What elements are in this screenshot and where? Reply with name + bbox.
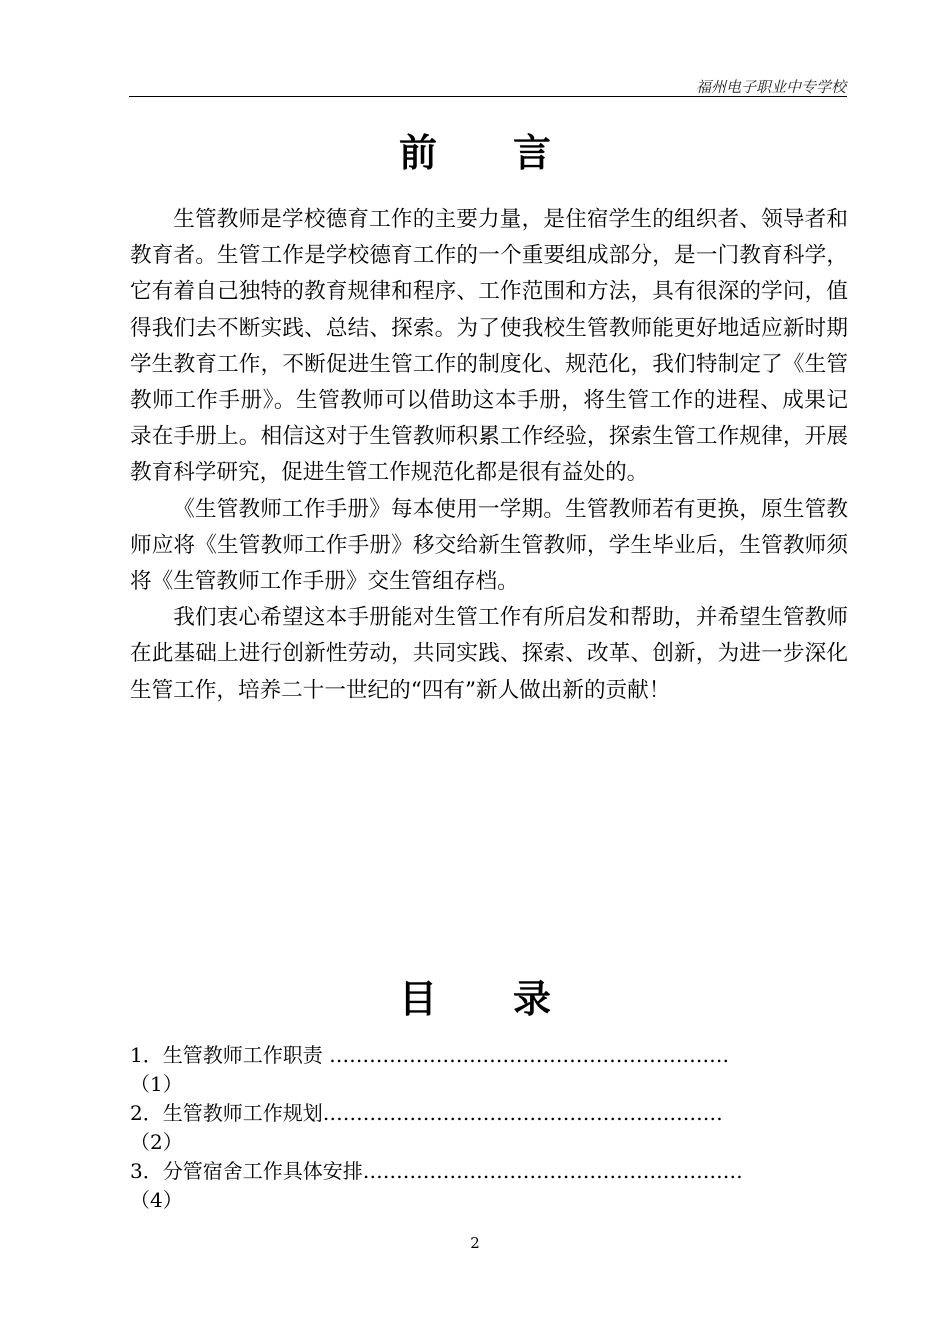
toc-entry[interactable] [130, 1041, 848, 1099]
table-of-contents [130, 1041, 848, 1215]
preface-paragraph-1: 生管教师是学校德育工作的主要力量，是住宿学生的组织者、领导者和教育者。生管工作是学校德育工作的一个重要组成部分，是一门教育科学，它有着自己独特的教育规律和程序、工作范围和方法，具有很深的学问，值得我们去不断实践、总结、探索。为了使我校生管教师能更好地适应新时期学生教育工作，不断促进生管工作的制度化、规范化，我们特制定了《生管教师工作手册》。生管教师可以借助这本手册，将生管工作的进程、成果记录在手册上。相信这对于生管教师积累工作经验，探索生管工作规律，开展教育科学研究，促进生管工作规范化都是很有益处的。 [130, 207, 848, 486]
toc-entry-page: （4） [130, 1188, 183, 1212]
preface-paragraph-3: 我们衷心希望这本手册能对生管工作有所启发和帮助，并希望生管教师在此基础上进行创新性劳动，共同实践、探索、改革、创新，为进一步深化生管工作，培养二十一世纪的“四有”新人做出新的贡献！ [130, 605, 848, 703]
preface-paragraph-2: 《生管教师工作手册》每本使用一学期。生管教师若有更换，原生管教师应将《生管教师工作手册》移交给新生管教师，学生毕业后，生管教师须将《生管教师工作手册》交生管组存档。 [130, 496, 848, 595]
header-school-name: 福州电子职业中专学校 [695, 78, 846, 96]
toc-entry-page: （1） [130, 1072, 183, 1096]
toc-entry[interactable] [130, 1099, 848, 1157]
toc-entry[interactable] [130, 1157, 848, 1215]
page-number: 2 [470, 1234, 480, 1252]
toc-entry-title: 3．分管宿舍工作具体安排………………………………………………… [130, 1159, 743, 1183]
toc-title: 目录 [398, 977, 627, 1021]
preface-title: 前言 [398, 131, 627, 175]
toc-entry-page: （2） [130, 1130, 183, 1154]
toc-entry-title: 2．生管教师工作规划…………………………………………………… [130, 1101, 723, 1125]
toc-entry-title: 1．生管教师工作职责 …………………………………………………… [130, 1043, 730, 1067]
header-rule [129, 96, 847, 97]
preface-body [130, 202, 848, 709]
